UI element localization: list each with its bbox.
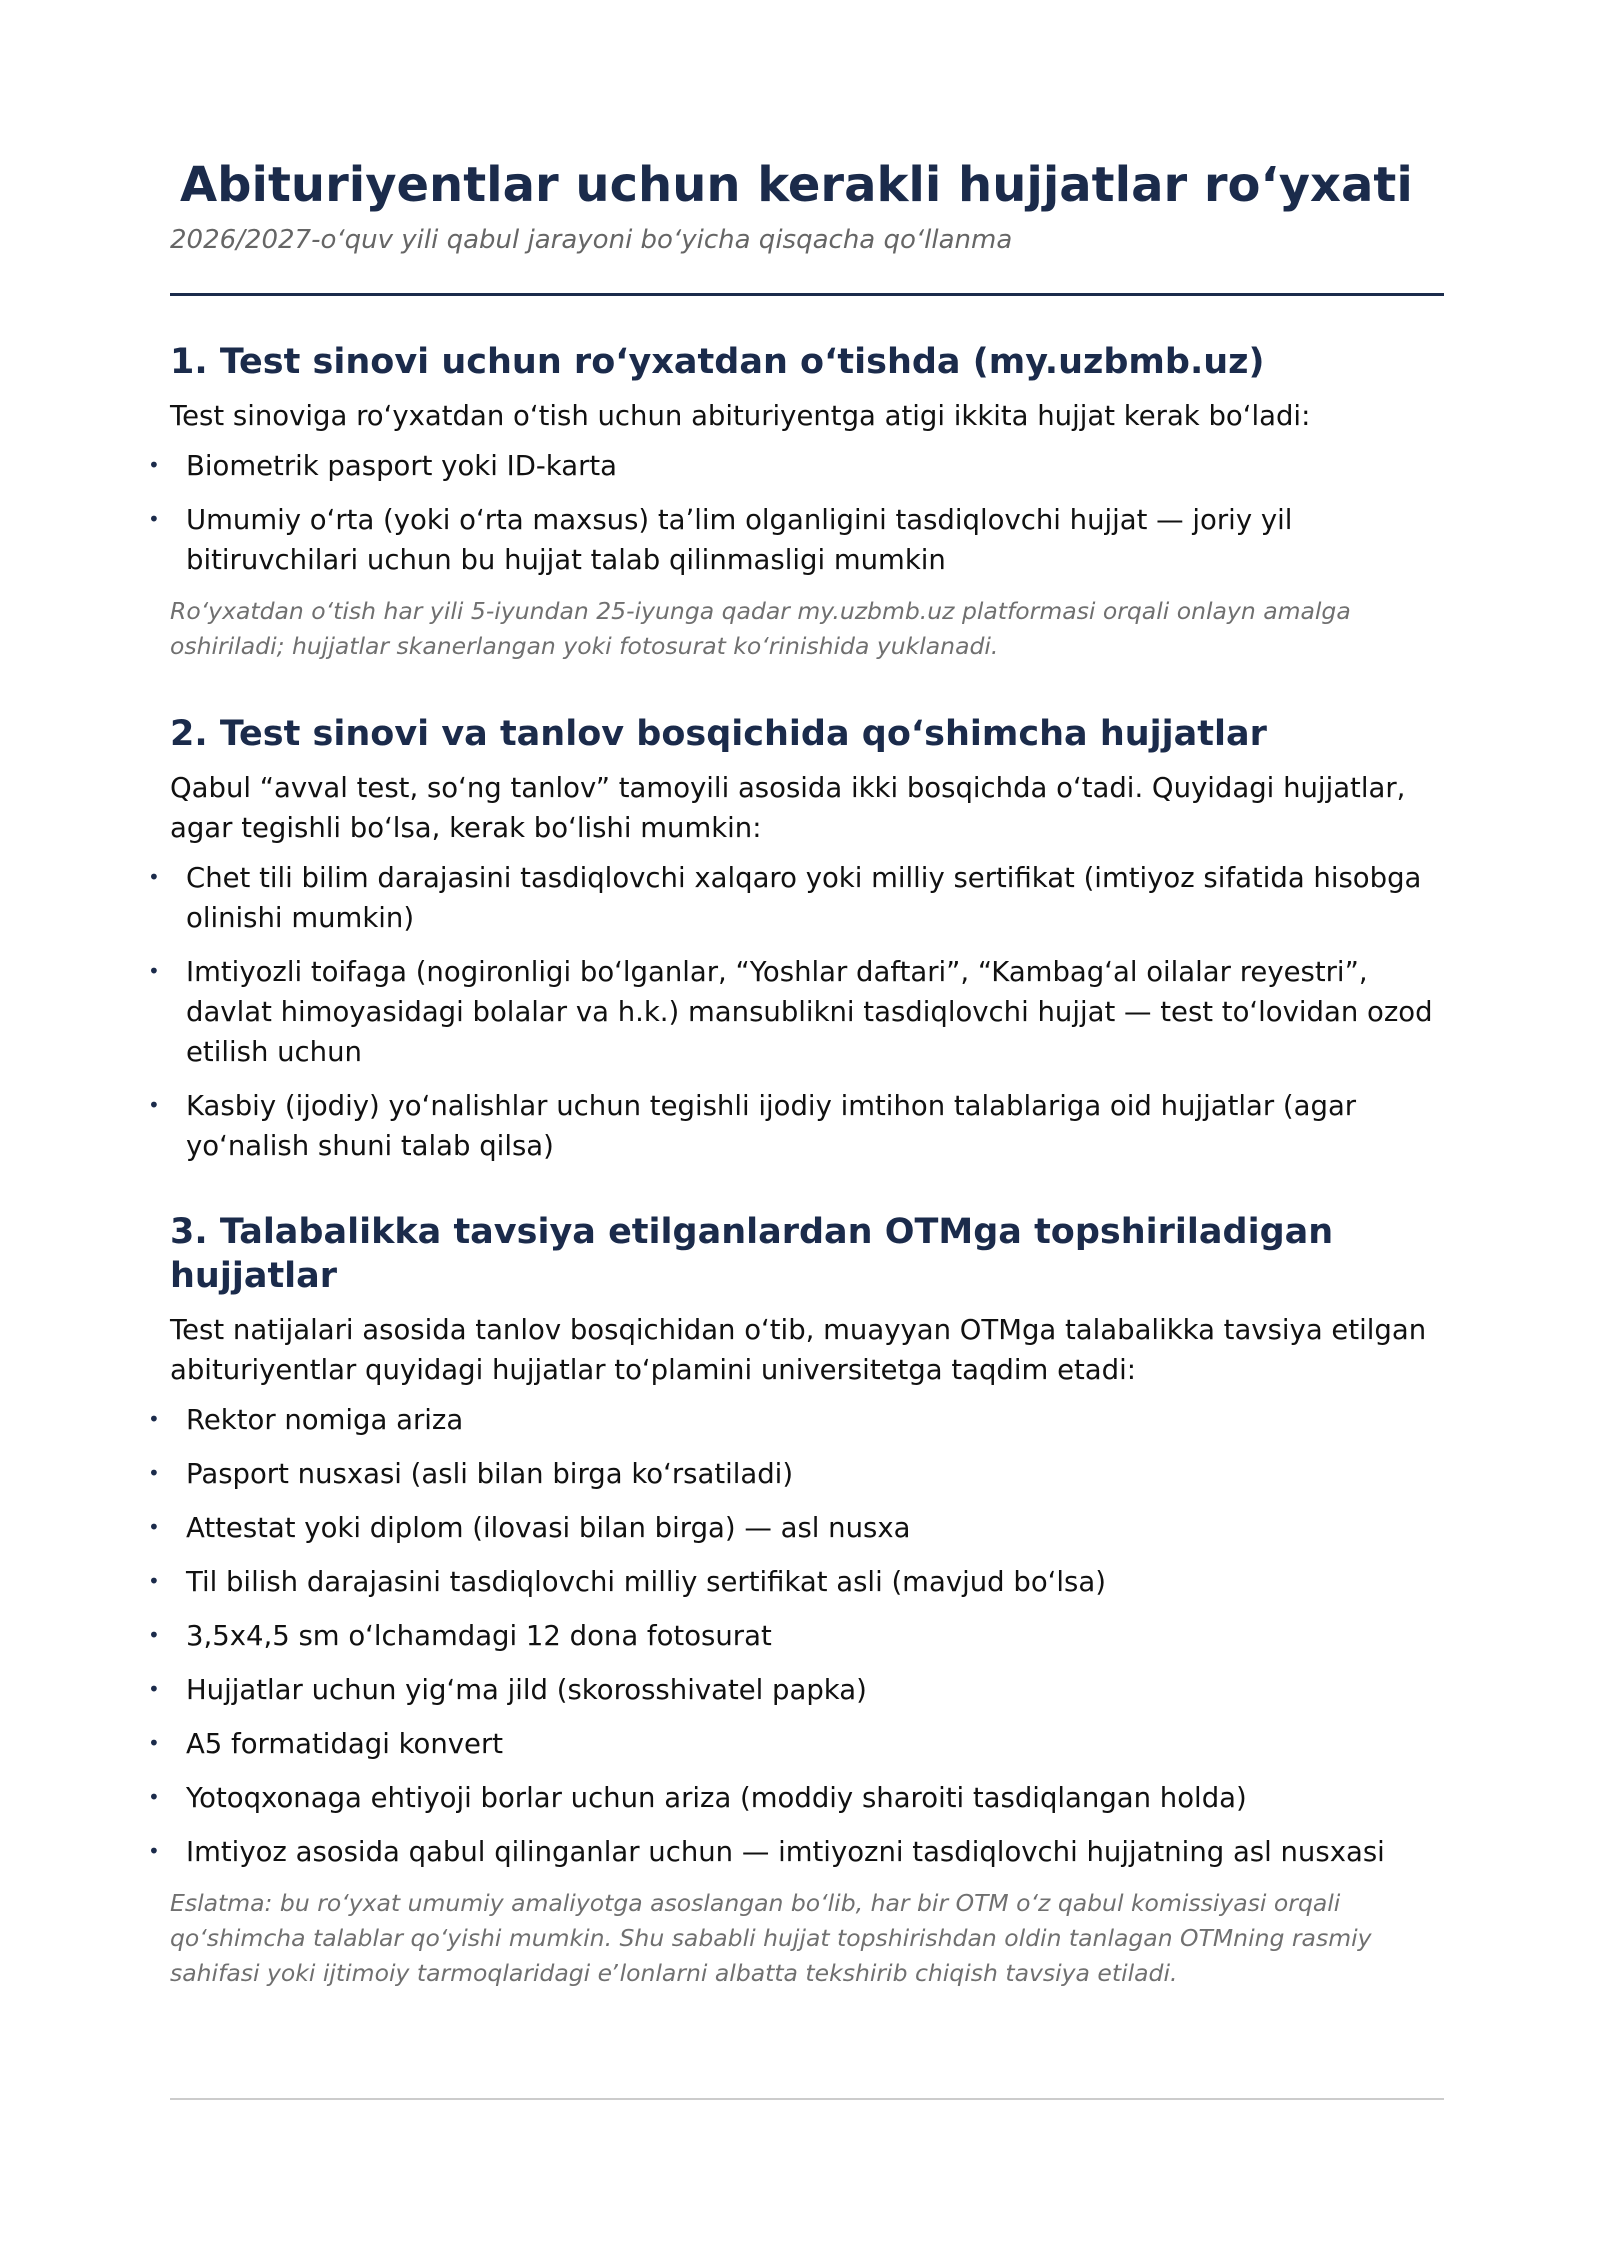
section-intro: Test sinoviga roʻyxatdan oʻtish uchun abituriyentga atigi ikkita hujjat kerak boʻladi: — [170, 400, 1311, 432]
list-item — [148, 500, 1444, 580]
bullet-icon: • — [148, 1623, 160, 1647]
list-item-text: Chet tili bilim darajasini tasdiqlovchi xalqaro yoki milliy sertifikat (imtiyoz sifatida hisobga olinishi mumkin) — [186, 862, 1422, 934]
section-note: Roʻyxatdan oʻtish har yili 5-iyundan 25-iyunga qadar my.uzbmb.uz platformasi orqali onlayn amalga oshiriladi; hujjatlar skanerlangan yoki fotosurat koʻrinishida yuklanadi. — [170, 597, 1351, 660]
list-item — [148, 1562, 1444, 1602]
list-item-text: Biometrik pasport yoki ID-karta — [186, 450, 618, 482]
section-heading: 3. Talabalikka tavsiya etilganlardan OTMga topshiriladigan hujjatlar — [170, 1212, 1334, 1296]
list-item-text: Til bilish darajasini tasdiqlovchi milliy sertifikat asli (mavjud boʻlsa) — [186, 1566, 1106, 1598]
section-heading: 2. Test sinovi va tanlov bosqichida qoʻshimcha hujjatlar — [170, 714, 1267, 754]
list-item — [148, 952, 1444, 1072]
title-divider — [170, 293, 1444, 296]
list-item — [148, 446, 1444, 486]
document-list — [148, 858, 1444, 1166]
bullet-icon: • — [148, 1785, 160, 1809]
section-test-and-selection — [148, 712, 1444, 1166]
list-item-text: Kasbiy (ijodiy) yoʻnalishlar uchun tegishli ijodiy imtihon talablariga oid hujjatlar (agar yoʻnalish shuni talab qilsa) — [186, 1090, 1357, 1162]
bullet-icon: • — [148, 865, 160, 889]
bullet-icon: • — [148, 507, 160, 531]
list-item-text: Yotoqxonaga ehtiyoji borlar uchun ariza (moddiy sharoiti tasdiqlangan holda) — [186, 1782, 1247, 1814]
list-item-text: A5 formatidagi konvert — [186, 1728, 504, 1760]
list-item — [148, 1086, 1444, 1166]
bullet-icon: • — [148, 1677, 160, 1701]
list-item — [148, 1454, 1444, 1494]
section-heading: 1. Test sinovi uchun roʻyxatdan oʻtishda (my.uzbmb.uz) — [170, 342, 1265, 382]
bullet-icon: • — [148, 1461, 160, 1485]
list-item — [148, 858, 1444, 938]
list-item — [148, 1400, 1444, 1440]
list-item — [148, 1616, 1444, 1656]
document-title: Abituriyentlar uchun kerakli hujjatlar roʻyxati — [180, 157, 1413, 213]
section-registration — [148, 340, 1444, 664]
bullet-icon: • — [148, 1839, 160, 1863]
document-page — [148, 0, 1444, 1991]
bullet-icon: • — [148, 959, 160, 983]
document-list — [148, 446, 1444, 580]
bullet-icon: • — [148, 1407, 160, 1431]
list-item — [148, 1832, 1444, 1872]
list-item-text: Attestat yoki diplom (ilovasi bilan birga) — asl nusxa — [186, 1512, 911, 1544]
list-item — [148, 1778, 1444, 1818]
bullet-icon: • — [148, 1569, 160, 1593]
document-subtitle: 2026/2027-oʻquv yili qabul jarayoni boʻyicha qisqacha qoʻllanma — [170, 225, 1013, 255]
list-item — [148, 1724, 1444, 1764]
list-item-text: Umumiy oʻrta (yoki oʻrta maxsus) taʼlim olganligini tasdiqlovchi hujjat — joriy yil bitiruvchilari uchun bu hujjat talab qilinmasligi mumkin — [186, 504, 1293, 576]
list-item — [148, 1670, 1444, 1710]
list-item-text: Rektor nomiga ariza — [186, 1404, 464, 1436]
section-intro: Test natijalari asosida tanlov bosqichidan oʻtib, muayyan OTMga talabalikka tavsiya etilgan abituriyentlar quyidagi hujjatlar toʻplamini universitetga taqdim etadi: — [170, 1314, 1427, 1386]
section-university-submission — [148, 1210, 1444, 1991]
footer-divider — [170, 2098, 1444, 2100]
section-intro: Qabul “avval test, soʻng tanlov” tamoyili asosida ikki bosqichda oʻtadi. Quyidagi hujjatlar, agar tegishli boʻlsa, kerak boʻlishi mumkin: — [170, 772, 1406, 844]
bullet-icon: • — [148, 1515, 160, 1539]
list-item — [148, 1508, 1444, 1548]
list-item-text: Imtiyozli toifaga (nogironligi boʻlganlar, “Yoshlar daftari”, “Kambagʻal oilalar reyestri”, davlat himoyasidagi bolalar va h.k.) mansublikni tasdiqlovchi hujjat — test toʻlovidan ozod etilish uchun — [186, 956, 1433, 1068]
section-note: Eslatma: bu roʻyxat umumiy amaliyotga asoslangan boʻlib, har bir OTM oʻz qabul komissiyasi orqali qoʻshimcha talablar qoʻyishi mumkin. Shu sababli hujjat topshirishdan oldin tanlagan OTMning rasmiy sahifasi yoki ijtimoiy tarmoqlaridagi eʼlonlarni albatta tekshirib chiqish tavsiya etiladi. — [170, 1889, 1372, 1987]
list-item-text: Imtiyoz asosida qabul qilinganlar uchun — imtiyozni tasdiqlovchi hujjatning asl nusxasi — [186, 1836, 1385, 1868]
list-item-text: Pasport nusxasi (asli bilan birga koʻrsatiladi) — [186, 1458, 794, 1490]
list-item-text: 3,5x4,5 sm oʻlchamdagi 12 dona fotosurat — [186, 1620, 772, 1652]
list-item-text: Hujjatlar uchun yigʻma jild (skorosshivatel papka) — [186, 1674, 867, 1706]
bullet-icon: • — [148, 1093, 160, 1117]
document-list — [148, 1400, 1444, 1872]
bullet-icon: • — [148, 1731, 160, 1755]
bullet-icon: • — [148, 453, 160, 477]
